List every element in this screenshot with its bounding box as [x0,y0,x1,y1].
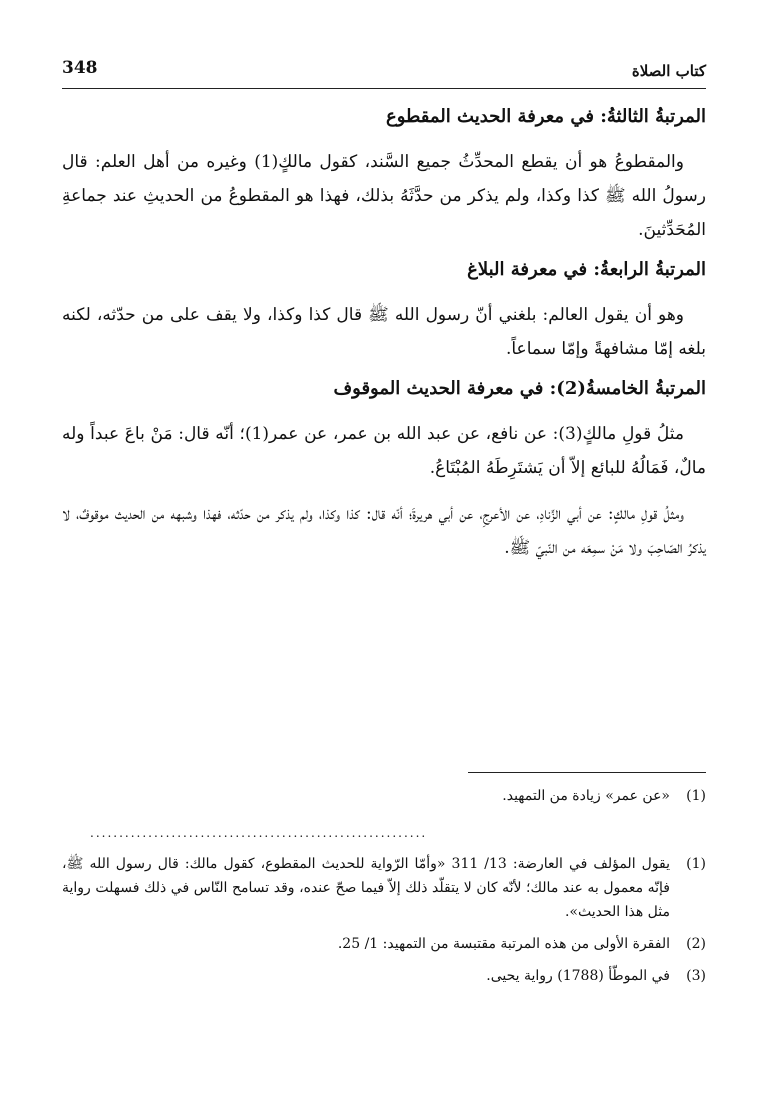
footnotes-editor [62,784,706,808]
section-heading-third: المرتبةُ الثالثةُ: في معرفة الحديث المقطوع [385,106,706,127]
page-number: 348 [62,58,98,78]
section-heading-fourth: المرتبةُ الرابعةُ: في معرفة البلاغ [467,259,706,280]
paragraph-mawquf-2: ومثلُ قولِ مالكٍ: عن أبي الزِّنادِ، عن الأعرجِ، عن أبي هريرةَ؛ أنّه قال: كذا وكذا، ولم يذكر من حدّثه، فهذا وشبهه من الحديث موقوفٌ، لا يذكرُ الصّاحِبَ ولا مَنْ سمِعَه من النّبيّ ﷺ. [62,504,706,558]
footnote-number: (2) [686,936,706,952]
footnote-text: «عن عمر» زيادة من التمهيد. [502,788,670,804]
footnote [62,932,706,956]
footnote-text: في الموطّأ (1788) رواية يحيى. [486,968,670,984]
paragraph-balagh: وهو أن يقول العالم: بلغني أنّ رسول الله ﷺ قال كذا وكذا، ولا يقف على من حدّثه، لكنه بلغه إمّا مشافهةً وإمّا سماعاً. [62,305,706,359]
paragraph-maqtu: والمقطوعُ هو أن يقطع المحدِّثُ جميع السَّند، كقول مالكٍ(1) وغيره من أهل العلم: قال رسولُ الله ﷺ كذا وكذا، ولم يذكر من حدَّثَهُ بذلك، فهذا هو المقطوعُ من الحديثِ عند جماعةِ المُحَدِّثينَ. [62,152,706,240]
footnote-text: الفقرة الأولى من هذه المرتبة مقتبسة من التمهيد: 1/ 25. [337,936,670,952]
footnote-number: (3) [686,968,706,984]
footnote [62,784,706,808]
footnote-number: (1) [686,788,706,804]
footnote [62,852,706,924]
section-heading-fifth: المرتبةُ الخامسةُ(2): في معرفة الحديث الموقوف [333,378,706,399]
dotted-separator: .......................................................... [90,826,428,840]
page-header [62,58,706,89]
main-text [62,96,706,577]
running-head: كتاب الصلاة [631,62,706,80]
footnote-text: يقول المؤلف في العارضة: 13/ 311 «وأمّا الرّواية للحديث المقطوع، كقول مالك: قال رسول الله ﷺ، فإنّه معمول به عند مالك؛ لأنّه كان لا يتقلّد ذلك إلاّ فيما صحّ عنده، وقد تسامح النّاس في ذلك فسهلت رواية مثل هذا الحديث». [62,856,670,920]
footnote-separator [468,772,706,773]
footnotes-author [62,852,706,988]
paragraph-mawquf-1: مثلُ قولِ مالكٍ(3): عن نافع، عن عبد الله بن عمر، عن عمر(1)؛ أنّه قال: مَنْ باعَ عبداً وله مالٌ، فَمَالُهُ للبائع إلاّ أن يَشتَرِطَهُ المُبْتَاعُ. [62,424,706,478]
footnote [62,964,706,988]
footnote-number: (1) [686,856,706,872]
